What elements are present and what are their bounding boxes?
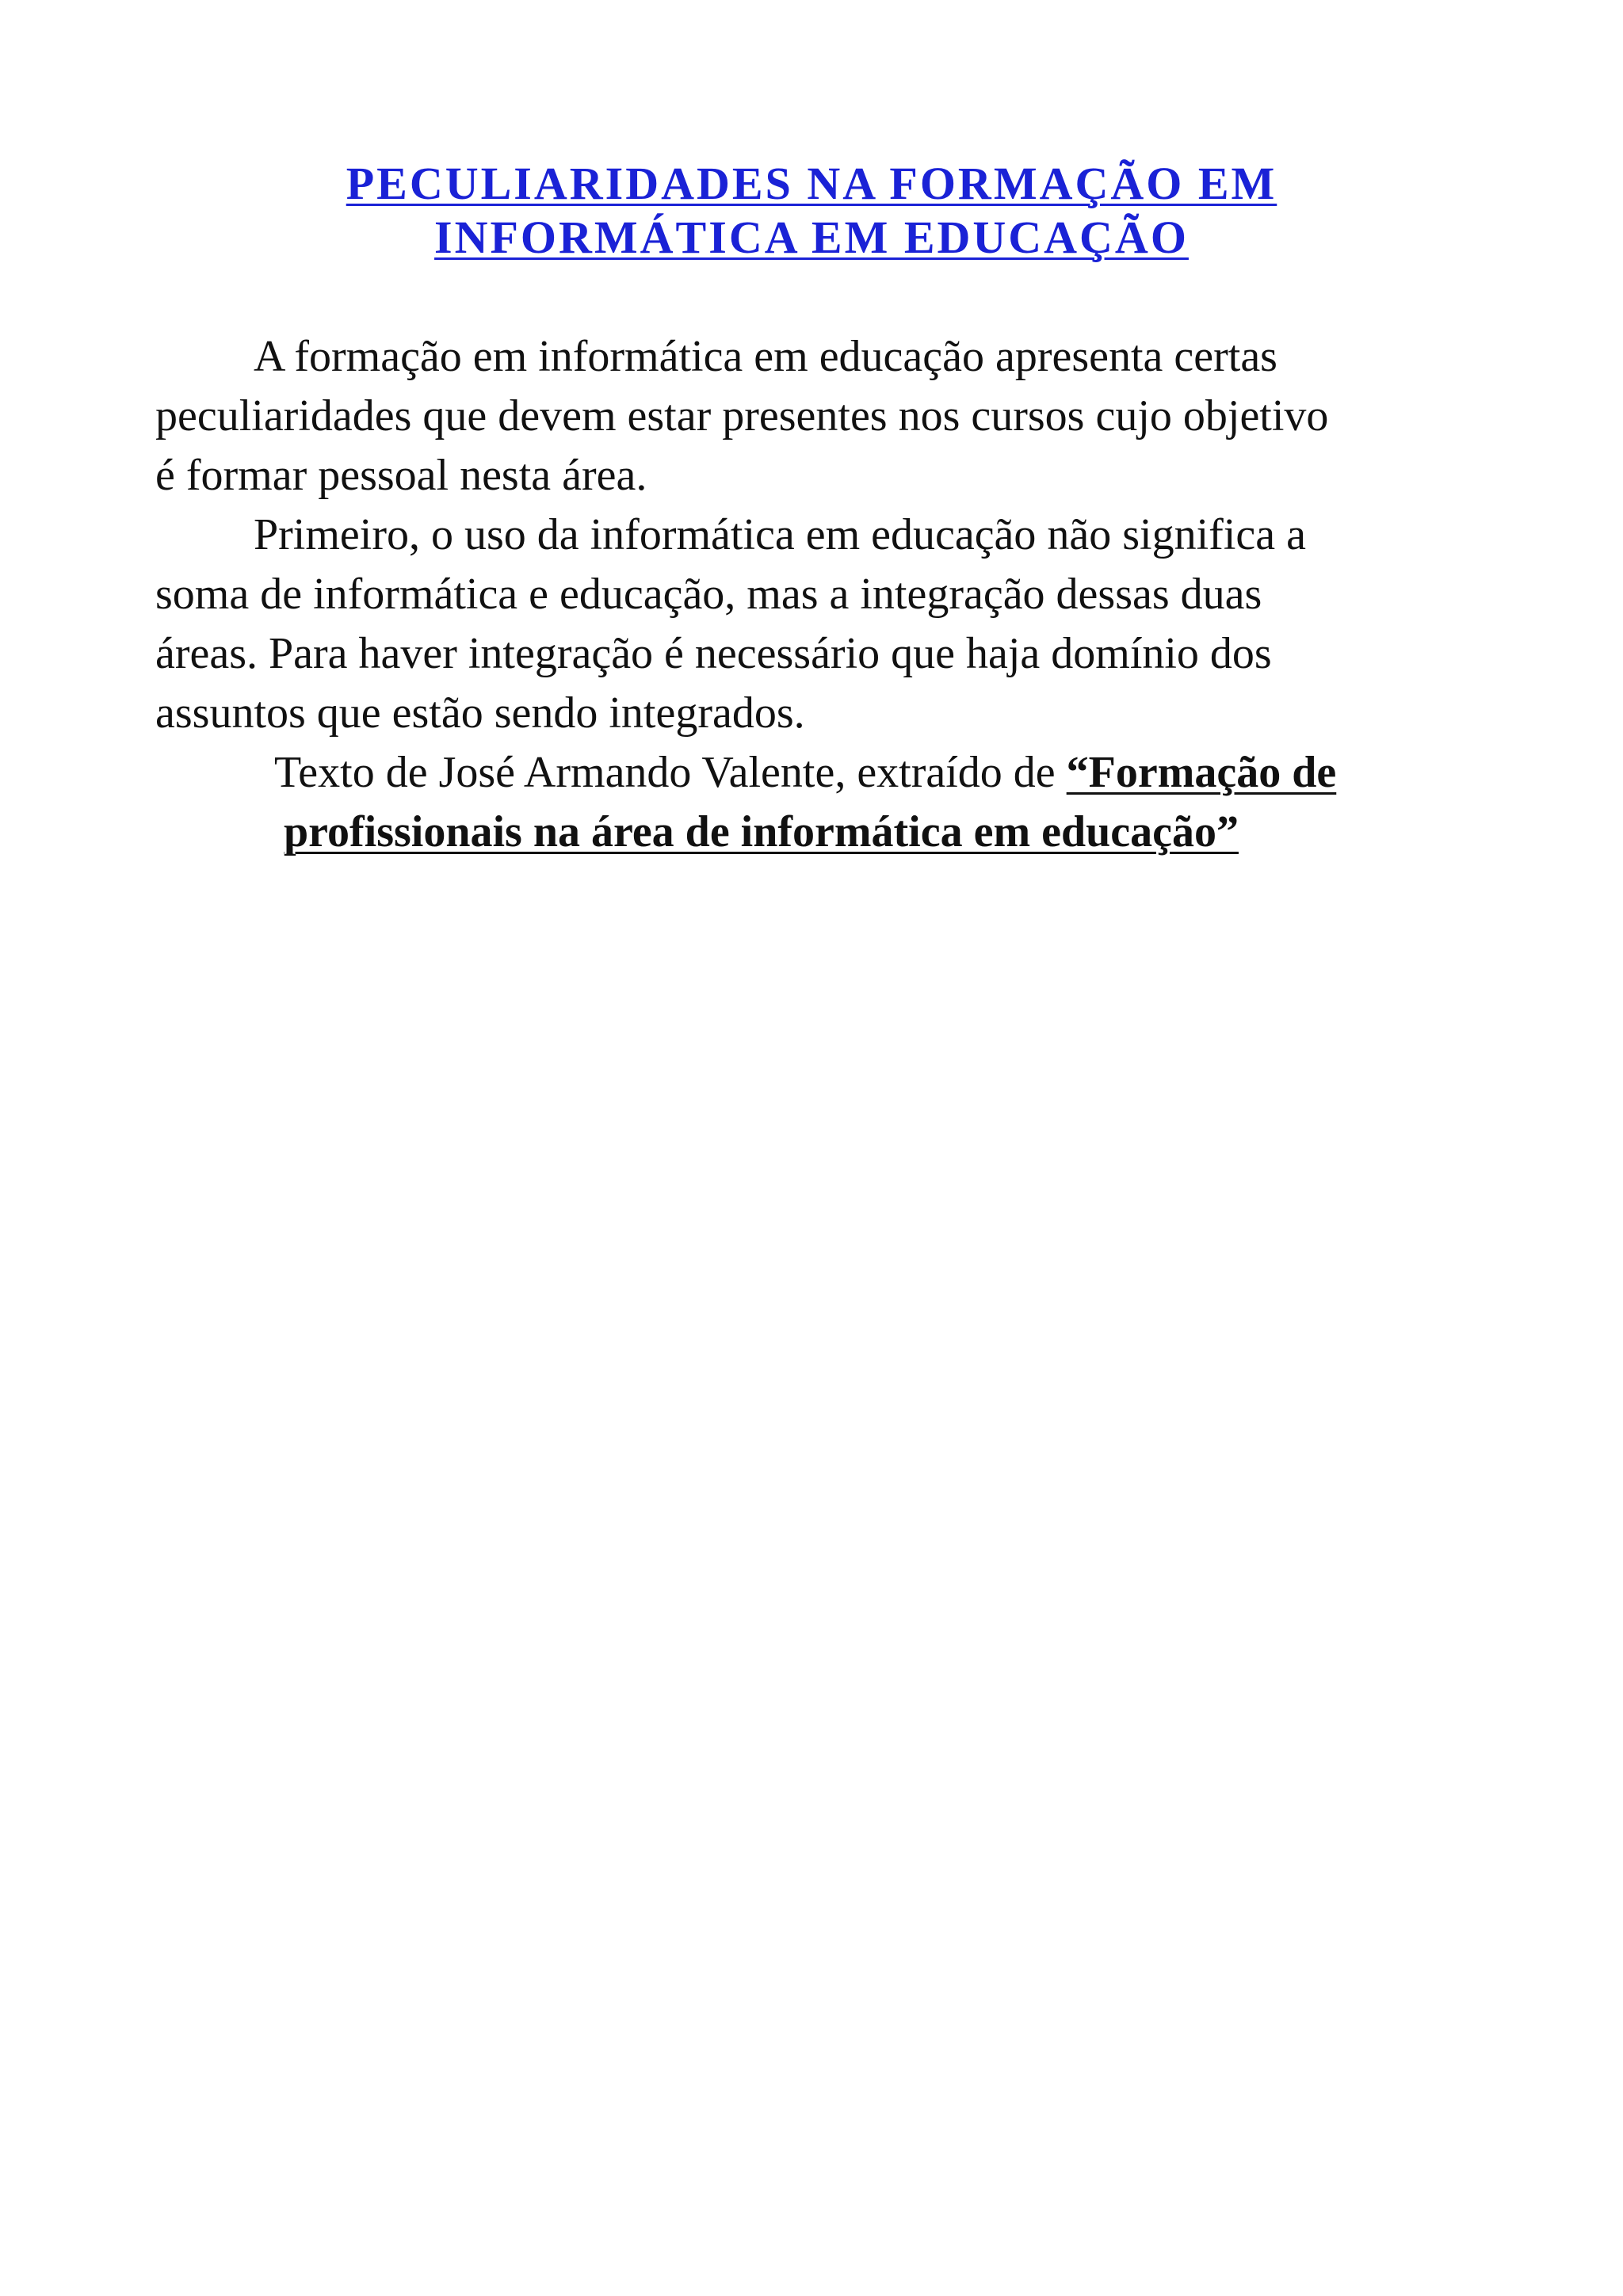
citation-line-1 bbox=[274, 747, 1336, 798]
paragraph-2-line-4: assuntos que estão sendo integrados. bbox=[155, 688, 805, 738]
document-title-text-1: PECULIARIDADES NA FORMAÇÃO EM bbox=[346, 158, 1277, 209]
paragraph-1-line-2: peculiaridades que devem estar presentes nos cursos cujo objetivo bbox=[155, 391, 1329, 441]
citation-line-2 bbox=[284, 807, 1239, 857]
citation-work-title-part-2: profissionais na área de informática em educação” bbox=[284, 807, 1239, 856]
document-title-text-2: INFORMÁTICA EM EDUCAÇÃO bbox=[434, 212, 1189, 263]
citation-prefix: Texto de José Armando Valente, extraído de bbox=[274, 748, 1067, 797]
document-title-line-2 bbox=[0, 212, 1623, 263]
paragraph-2-line-3: áreas. Para haver integração é necessário que haja domínio dos bbox=[155, 629, 1272, 678]
paragraph-2-line-1: Primeiro, o uso da informática em educação não significa a bbox=[254, 510, 1306, 559]
citation-work-title-part-1: “Formação de bbox=[1066, 748, 1337, 797]
paragraph-1-line-3: é formar pessoal nesta área. bbox=[155, 451, 647, 500]
paragraph-2-line-2: soma de informática e educação, mas a integração dessas duas bbox=[155, 570, 1262, 619]
document-title-line-1 bbox=[0, 158, 1623, 209]
paragraph-1-line-1: A formação em informática em educação apresenta certas bbox=[254, 332, 1277, 381]
